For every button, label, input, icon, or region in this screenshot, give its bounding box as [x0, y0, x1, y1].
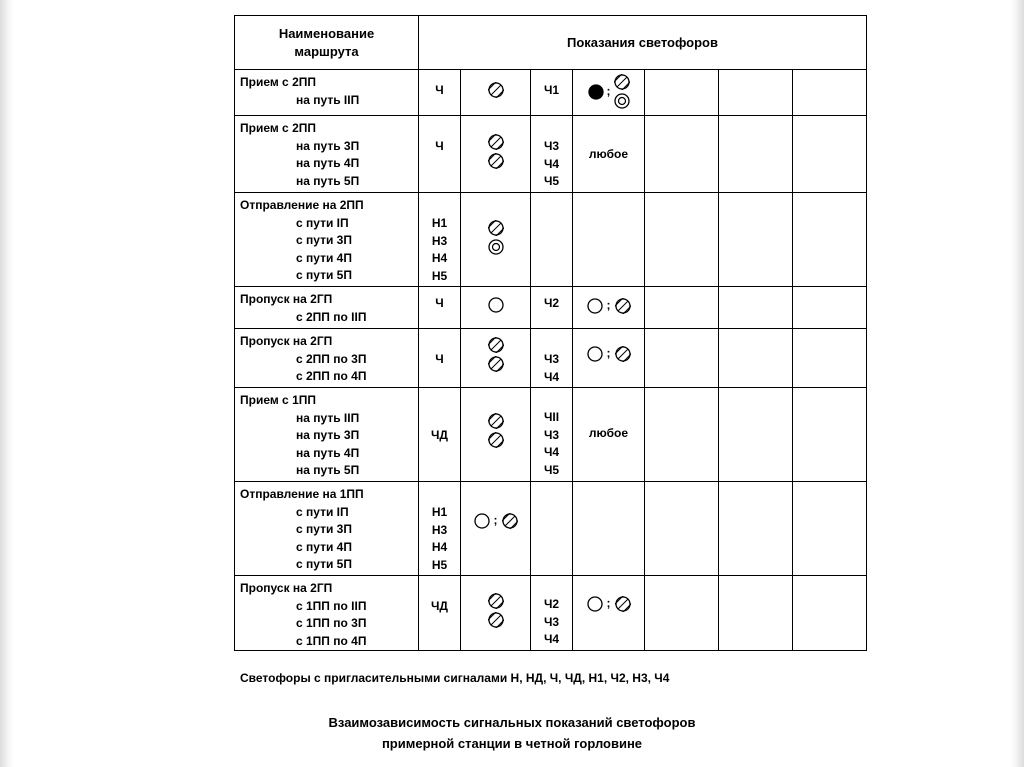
empty-cell: [645, 116, 719, 193]
signal-name: Н5: [431, 557, 448, 572]
empty-cell: [793, 287, 867, 329]
route-detail: с пути 5П: [296, 268, 352, 282]
yellow-lamp-icon: [488, 432, 504, 448]
yellow-lamp-icon: [488, 593, 504, 609]
white-lamp-icon: [587, 346, 603, 362]
yellow-lamp-icon: [488, 134, 504, 150]
route-detail: на путь 4П: [296, 445, 360, 460]
yellow-lamp-icon: [488, 356, 504, 372]
signal-name: Ч2: [543, 597, 560, 611]
route-detail: с пути 5П: [296, 557, 352, 571]
route-detail: на путь IIП: [296, 410, 360, 425]
empty-cell: [719, 388, 793, 482]
double-ring-lamp-icon: [614, 93, 630, 109]
route-title: Пропуск на 2ГП: [240, 292, 333, 306]
route-detail: с пути 3П: [296, 522, 352, 536]
signal-name: Ч4: [543, 632, 560, 646]
or-separator: ;: [606, 298, 611, 313]
aspect-cell: [573, 116, 645, 193]
signal-cell: [531, 388, 573, 482]
signal-name: Н1: [431, 505, 448, 519]
signal-cell: [419, 193, 461, 287]
signal-name: Ч3: [543, 427, 560, 442]
red-lamp-icon: [588, 84, 604, 100]
empty-cell: [719, 70, 793, 116]
table-row: [235, 70, 867, 116]
signal-name: ЧД: [431, 599, 448, 613]
signal-name: Ч: [435, 296, 444, 310]
signal-name: ЧII: [543, 410, 560, 424]
yellow-lamp-icon: [615, 346, 631, 362]
signal-name: Ч3: [543, 352, 560, 366]
table-row: [235, 116, 867, 193]
route-detail: с пути IП: [296, 504, 349, 519]
route-detail: с пути 4П: [296, 539, 352, 554]
route-detail: на путь 5П: [296, 463, 360, 477]
table-row: [235, 287, 867, 329]
empty-cell: [793, 482, 867, 576]
signal-cell: [419, 388, 461, 482]
empty-cell: [719, 116, 793, 193]
aspect-cell: [461, 329, 531, 388]
signal-name: ЧД: [431, 428, 448, 442]
signal-name: Ч4: [543, 369, 560, 384]
signal-cell: [419, 482, 461, 576]
empty-cell: [793, 70, 867, 116]
white-lamp-icon: [587, 596, 603, 612]
or-separator: ;: [606, 596, 611, 611]
page-shadow-left: [0, 0, 14, 767]
empty-cell: [645, 388, 719, 482]
or-separator: ;: [606, 83, 611, 98]
route-detail: с 2ПП по 4П: [296, 369, 367, 383]
route-detail: с 1ПП по 4П: [296, 633, 367, 648]
route-title: Отправление на 1ПП: [240, 487, 364, 501]
signal-cell: [531, 116, 573, 193]
empty-cell: [793, 193, 867, 287]
table-row: [235, 482, 867, 576]
empty-cell: [645, 482, 719, 576]
signal-cell: [419, 116, 461, 193]
aspect-cell: [461, 70, 531, 116]
white-lamp-icon: [474, 513, 490, 529]
signal-name: Ч4: [543, 156, 560, 171]
signal-cell: [419, 576, 461, 651]
signal-name: Ч: [435, 139, 444, 153]
double-ring-lamp-icon: [488, 239, 504, 255]
empty-cell: [719, 576, 793, 651]
or-separator: ;: [606, 346, 611, 361]
empty-cell: [719, 482, 793, 576]
route-title: Пропуск на 2ГП: [240, 334, 333, 348]
empty-cell: [645, 70, 719, 116]
signal-name: Ч: [435, 352, 444, 366]
yellow-lamp-icon: [614, 74, 630, 90]
route-title: Прием с 2ПП: [240, 121, 316, 135]
signal-cell: [531, 329, 573, 388]
signal-name: Ч1: [543, 83, 560, 97]
yellow-lamp-icon: [488, 82, 504, 98]
signal-name: Н5: [431, 268, 448, 283]
route-detail: на путь 4П: [296, 156, 360, 170]
aspect-cell: [461, 116, 531, 193]
header-signals: Показания светофоров: [419, 16, 867, 70]
yellow-lamp-icon: [488, 220, 504, 236]
signal-name: Н4: [431, 540, 448, 554]
route-name-cell: [235, 482, 419, 576]
yellow-lamp-icon: [615, 298, 631, 314]
signal-cell: [531, 193, 573, 287]
empty-cell: [719, 329, 793, 388]
empty-cell: [645, 287, 719, 329]
signal-name: Ч3: [543, 614, 560, 629]
aspect-cell: [573, 388, 645, 482]
signal-name: Н3: [431, 233, 448, 248]
route-name-cell: [235, 193, 419, 287]
signal-cell: [419, 287, 461, 329]
signal-cell: [419, 329, 461, 388]
footnote: Светофоры с пригласительными сигналами Н, НД, Ч, ЧД, Н1, Ч2, Н3, Ч4: [240, 671, 670, 685]
aspect-cell: [573, 193, 645, 287]
route-detail: с пути 3П: [296, 233, 352, 247]
route-detail: на путь 5П: [296, 173, 360, 188]
signal-cell: [531, 576, 573, 651]
aspect-cell: [461, 287, 531, 329]
signal-name: Ч4: [543, 445, 560, 459]
yellow-lamp-icon: [488, 413, 504, 429]
empty-cell: [719, 287, 793, 329]
route-detail: с пути IП: [296, 215, 349, 230]
route-detail: с 1ПП по 3П: [296, 616, 367, 630]
aspect-cell: [573, 482, 645, 576]
route-detail: с 2ПП по IIП: [296, 309, 367, 324]
route-detail: на путь 3П: [296, 138, 360, 153]
route-name-cell: [235, 576, 419, 651]
aspect-cell: [573, 576, 645, 651]
empty-cell: [793, 388, 867, 482]
aspect-cell: [573, 287, 645, 329]
signal-table: [234, 15, 867, 651]
aspect-cell: [461, 482, 531, 576]
empty-cell: [793, 329, 867, 388]
yellow-lamp-icon: [488, 153, 504, 169]
signal-cell: [531, 482, 573, 576]
route-title: Отправление на 2ПП: [240, 198, 364, 212]
signal-cell: [419, 70, 461, 116]
signal-cell: [531, 287, 573, 329]
aspect-cell: [461, 193, 531, 287]
yellow-lamp-icon: [502, 513, 518, 529]
empty-cell: [719, 193, 793, 287]
or-separator: ;: [493, 513, 498, 528]
table-row: [235, 576, 867, 651]
empty-cell: [645, 193, 719, 287]
signal-cell: [531, 70, 573, 116]
route-title: Прием с 2ПП: [240, 75, 316, 89]
yellow-lamp-icon: [488, 337, 504, 353]
empty-cell: [793, 576, 867, 651]
route-name-cell: [235, 287, 419, 329]
header-route-name: Наименование маршрута: [235, 16, 419, 70]
aspect-cell: [461, 576, 531, 651]
route-detail: на путь IIП: [296, 92, 360, 107]
aspect-cell: [573, 70, 645, 116]
signal-name: Н4: [431, 251, 448, 265]
signal-name: Н1: [431, 216, 448, 230]
table-row: [235, 329, 867, 388]
any-aspect-label: любое: [588, 426, 629, 440]
route-detail: с 2ПП по 3П: [296, 351, 367, 366]
page-shadow-right: [1010, 0, 1024, 767]
signal-name: Ч: [435, 83, 444, 97]
signal-name: Ч5: [543, 174, 560, 188]
signal-name: Ч5: [543, 462, 560, 477]
empty-cell: [645, 576, 719, 651]
empty-cell: [793, 116, 867, 193]
route-detail: на путь 3П: [296, 428, 360, 442]
route-name-cell: [235, 70, 419, 116]
signal-name: Н3: [431, 522, 448, 537]
signal-name: Ч2: [543, 296, 560, 310]
aspect-cell: [573, 329, 645, 388]
any-aspect-label: любое: [588, 147, 629, 161]
table-row: [235, 388, 867, 482]
route-title: Прием с 1ПП: [240, 393, 316, 407]
yellow-lamp-icon: [615, 596, 631, 612]
yellow-lamp-icon: [488, 612, 504, 628]
route-name-cell: [235, 388, 419, 482]
route-detail: с 1ПП по IIП: [296, 598, 367, 613]
caption-line-2: примерной станции в четной горловине: [381, 736, 643, 751]
route-title: Пропуск на 2ГП: [240, 581, 333, 595]
route-name-cell: [235, 329, 419, 388]
aspect-cell: [461, 388, 531, 482]
route-detail: с пути 4П: [296, 250, 352, 265]
table-row: [235, 193, 867, 287]
empty-cell: [645, 329, 719, 388]
white-lamp-icon: [587, 298, 603, 314]
signal-name: Ч3: [543, 139, 560, 153]
caption-line-1: Взаимозависимость сигнальных показаний светофоров: [328, 715, 696, 730]
route-name-cell: [235, 116, 419, 193]
white-lamp-icon: [488, 297, 504, 313]
